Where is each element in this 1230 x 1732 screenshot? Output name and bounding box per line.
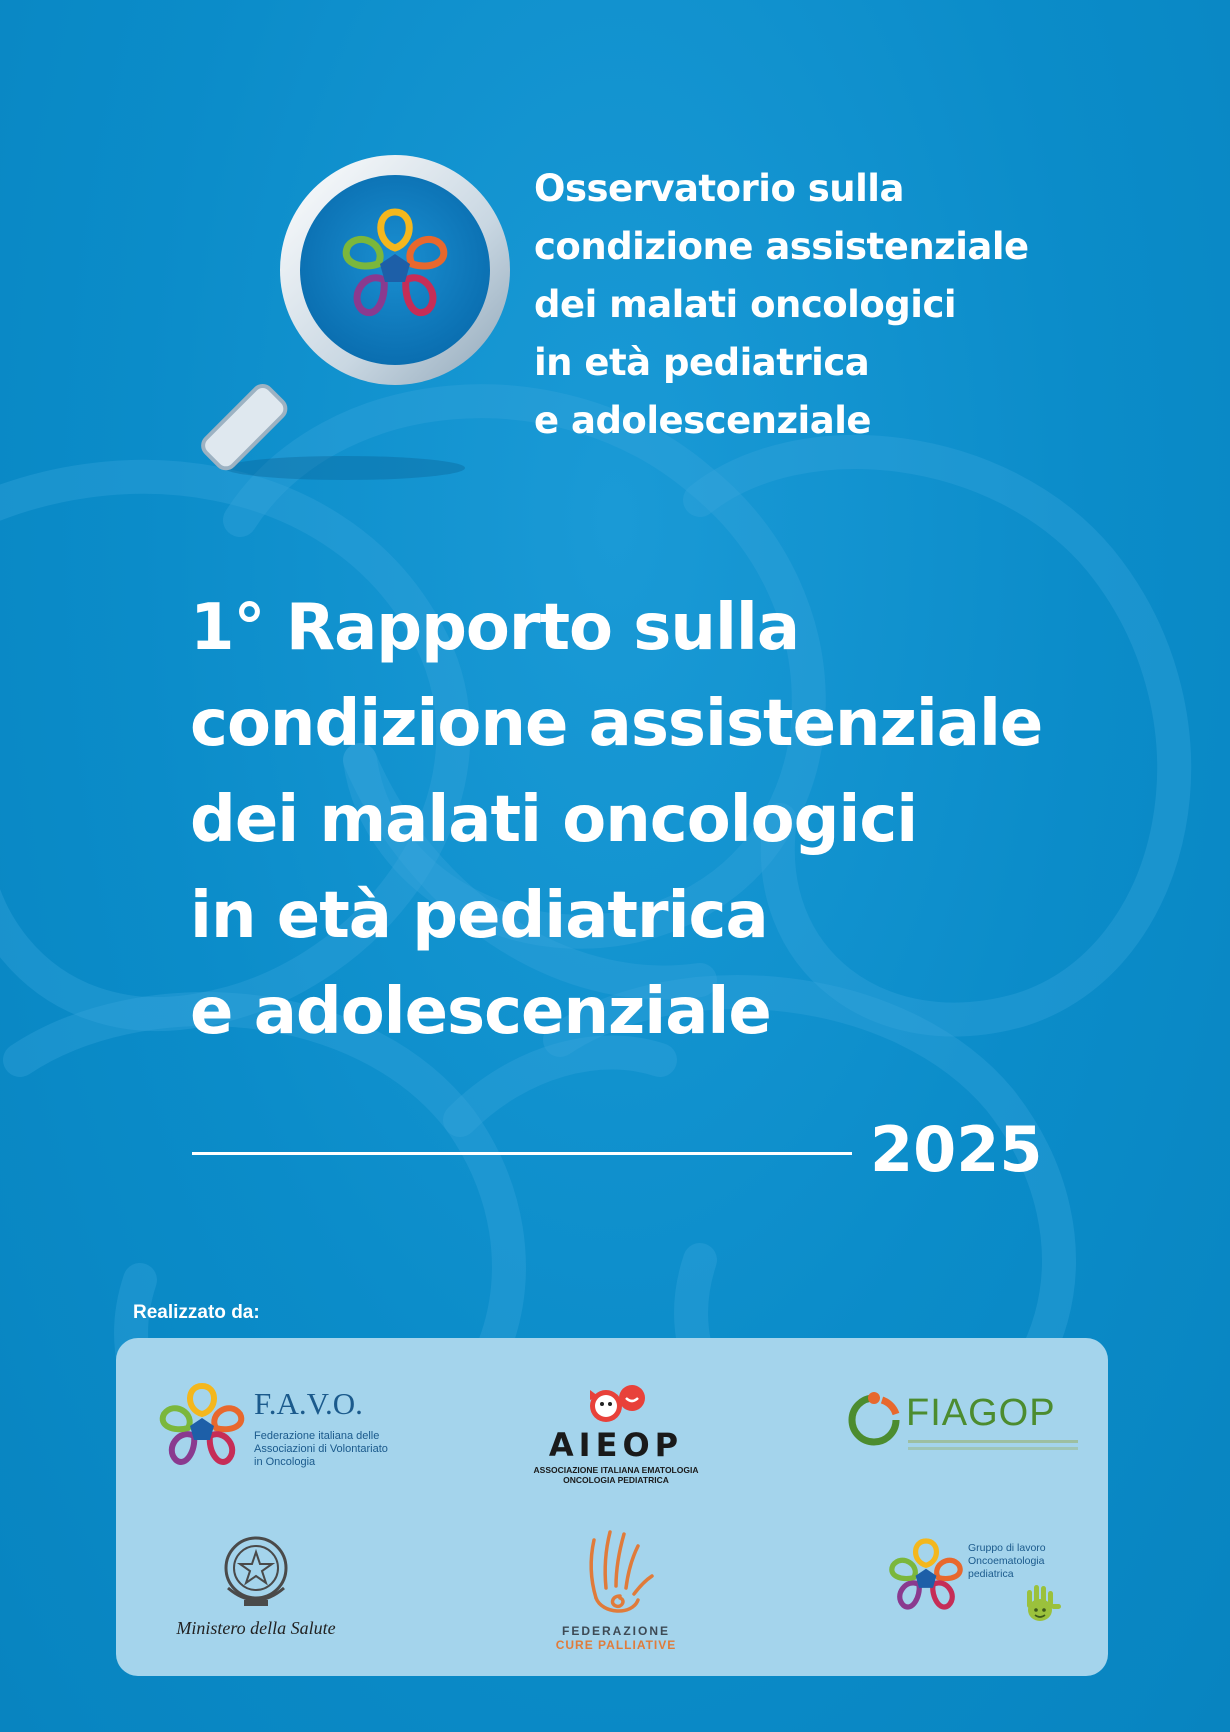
favo-name: F.A.V.O. [254,1386,363,1421]
aieop-description-line: ASSOCIAZIONE ITALIANA EMATOLOGIA [533,1465,699,1475]
fiagop-subtitle-line [908,1447,1078,1450]
gruppo-lavoro-logo [886,1534,1086,1644]
gruppo-name-line: Oncoematologia [968,1555,1045,1567]
favo-logo [156,1374,416,1474]
aieop-description [526,1465,706,1485]
observatory-title [534,160,1054,450]
partners-panel [116,1338,1108,1676]
hand-spiral-icon [576,1528,656,1618]
fcp-name-line: CURE PALLIATIVE [555,1638,677,1652]
report-title-line: 1° Rapporto sulla [190,591,799,665]
favo-flower-icon [156,1378,248,1470]
fiagop-name: FIAGOP [906,1392,1056,1434]
favo-description-line: in Oncologia [254,1456,316,1468]
made-by-label: Realizzato da: [133,1302,260,1323]
observatory-title-line: dei malati oncologici [534,283,957,326]
aieop-faces-icon [526,1376,706,1426]
fiagop-ring-icon [846,1390,902,1450]
report-year: 2025 [870,1113,1043,1186]
gruppo-lavoro-name [968,1542,1046,1581]
fiagop-subtitle-line [908,1440,1078,1443]
ministero-logo [156,1528,356,1648]
observatory-title-line: Osservatorio sulla [534,167,904,210]
fcp-name-line: FEDERAZIONE [561,1624,670,1638]
gruppo-name-line: Gruppo di lavoro [968,1542,1046,1554]
favo-description-line: Federazione italiana delle [254,1430,380,1442]
fiagop-logo [846,1388,1076,1458]
green-hand-icon [1018,1582,1062,1626]
fcp-name [546,1624,686,1652]
gruppo-flower-icon [886,1534,966,1614]
favo-description [254,1430,388,1469]
report-title-line: condizione assistenziale [190,687,1043,761]
observatory-title-line: condizione assistenziale [534,225,1029,268]
report-title [190,580,1090,1060]
year-divider-line [192,1152,852,1155]
observatory-title-line: e adolescenziale [534,399,871,442]
report-title-line: dei malati oncologici [190,783,918,857]
report-title-line: in età pediatrica [190,879,768,953]
aieop-description-line: ONCOLOGIA PEDIATRICA [563,1475,669,1485]
report-title-line: e adolescenziale [190,975,771,1049]
aieop-name: AIEOP [548,1426,684,1464]
observatory-magnifier-logo [180,150,520,490]
gruppo-name-line: pediatrica [968,1568,1014,1580]
ministero-name: Ministero della Salute [176,1618,336,1638]
observatory-title-line: in età pediatrica [534,341,870,384]
italian-emblem-icon [216,1528,296,1614]
aieop-logo [526,1376,706,1486]
favo-description-line: Associazioni di Volontariato [254,1443,388,1455]
fcp-logo [546,1528,686,1658]
